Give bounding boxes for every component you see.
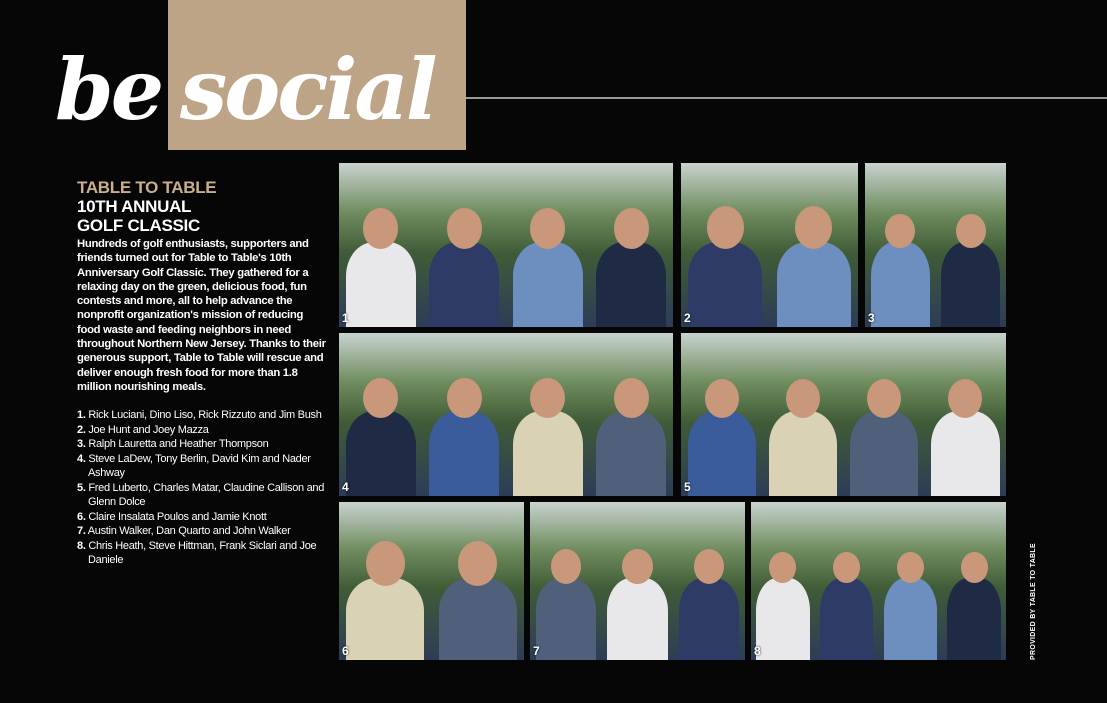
event-photo — [865, 163, 1006, 327]
person-head — [833, 552, 860, 583]
caption-item — [77, 524, 327, 539]
caption-number: 3. — [77, 438, 86, 451]
caption-item — [77, 408, 327, 423]
event-photo — [339, 333, 673, 496]
person-figure — [756, 578, 810, 660]
person-head — [622, 549, 652, 584]
person-head — [458, 541, 497, 586]
person-head — [885, 214, 915, 248]
header-be: be — [55, 40, 162, 139]
caption-number: 7. — [77, 525, 86, 538]
photo-number: 7 — [533, 644, 540, 658]
person-figure — [513, 411, 583, 496]
caption-item — [77, 539, 327, 568]
person-figure — [850, 411, 918, 496]
caption-list — [77, 408, 327, 568]
caption-text: Claire Insalata Poulos and Jamie Knott — [88, 510, 267, 523]
person-figure — [820, 578, 874, 660]
event-photo — [681, 333, 1006, 496]
caption-text: Ralph Lauretta and Heather Thompson — [88, 438, 269, 451]
article-sidebar — [77, 179, 327, 568]
photo-number: 3 — [868, 311, 875, 325]
person-head — [366, 541, 405, 586]
caption-number: 8. — [77, 539, 86, 552]
person-figure — [596, 242, 666, 327]
caption-number: 5. — [77, 481, 86, 494]
person-head — [705, 379, 739, 418]
person-figure — [346, 242, 416, 327]
person-head — [707, 206, 744, 249]
photo-number: 2 — [684, 311, 691, 325]
article-body: Hundreds of golf enthusiasts, supporters and friends turned out for Table to Table's 10th Anniversary Golf Classic. They gathered for a relaxing day on the green, delicious food, fun contests and more, all to help advance the nonprofit organization's mission of reducing food waste and feeding neighbors in need throughout Northern New Jersey. Thanks to their generous support, Table to Table will rescue and deliver enough fresh food for more than 1.8 million nourishing meals. — [77, 238, 326, 393]
person-head — [447, 378, 482, 418]
person-figure — [688, 242, 762, 327]
person-figure — [777, 242, 851, 327]
article-kicker: TABLE TO TABLE — [77, 178, 217, 197]
person-figure — [607, 578, 667, 660]
person-head — [786, 379, 820, 418]
caption-item — [77, 510, 327, 525]
event-photo — [339, 502, 524, 660]
caption-text: Rick Luciani, Dino Liso, Rick Rizzuto and Jim Bush — [88, 409, 322, 422]
person-head — [363, 208, 398, 248]
caption-item — [77, 481, 327, 510]
caption-text: Steve LaDew, Tony Berlin, David Kim and Nader Ashway — [88, 452, 311, 480]
caption-item — [77, 452, 327, 481]
article-title-2: GOLF CLASSIC — [77, 216, 200, 235]
person-figure — [871, 242, 930, 327]
person-figure — [429, 411, 499, 496]
person-head — [447, 208, 482, 248]
person-figure — [346, 578, 424, 660]
person-figure — [439, 578, 517, 660]
person-figure — [769, 411, 837, 496]
person-figure — [941, 242, 1000, 327]
event-photo — [751, 502, 1006, 660]
person-head — [614, 378, 649, 418]
event-photo — [681, 163, 858, 327]
person-figure — [679, 578, 739, 660]
person-head — [867, 379, 901, 418]
photo-credit: PROVIDED BY TABLE TO TABLE — [1030, 543, 1037, 660]
person-head — [897, 552, 924, 583]
caption-text: Joe Hunt and Joey Mazza — [88, 423, 209, 436]
caption-number: 1. — [77, 409, 86, 422]
header-social: social — [180, 40, 435, 139]
person-head — [614, 208, 649, 248]
caption-number: 4. — [77, 452, 86, 465]
event-photo — [339, 163, 673, 327]
person-head — [694, 549, 724, 584]
caption-text: Chris Heath, Steve Hittman, Frank Siclari and Joe Daniele — [88, 539, 317, 567]
person-figure — [346, 411, 416, 496]
person-head — [551, 549, 581, 584]
header-rule — [466, 97, 1107, 99]
person-figure — [513, 242, 583, 327]
person-head — [956, 214, 986, 248]
person-figure — [536, 578, 596, 660]
person-figure — [931, 411, 999, 496]
photo-number: 5 — [684, 480, 691, 494]
caption-text: Fred Luberto, Charles Matar, Claudine Callison and Glenn Dolce — [88, 481, 325, 509]
caption-number: 2. — [77, 423, 86, 436]
caption-number: 6. — [77, 510, 86, 523]
person-head — [530, 208, 565, 248]
person-figure — [429, 242, 499, 327]
photo-number: 6 — [342, 644, 349, 658]
photo-number: 4 — [342, 480, 349, 494]
event-photo — [530, 502, 745, 660]
caption-item — [77, 423, 327, 438]
person-head — [961, 552, 988, 583]
photo-number: 1 — [342, 311, 349, 325]
article-title-1: 10TH ANNUAL — [77, 197, 192, 216]
person-figure — [596, 411, 666, 496]
caption-item — [77, 437, 327, 452]
person-figure — [947, 578, 1001, 660]
person-figure — [688, 411, 756, 496]
photo-number: 8 — [754, 644, 761, 658]
caption-text: Austin Walker, Dan Quarto and John Walker — [87, 525, 291, 538]
person-figure — [884, 578, 938, 660]
